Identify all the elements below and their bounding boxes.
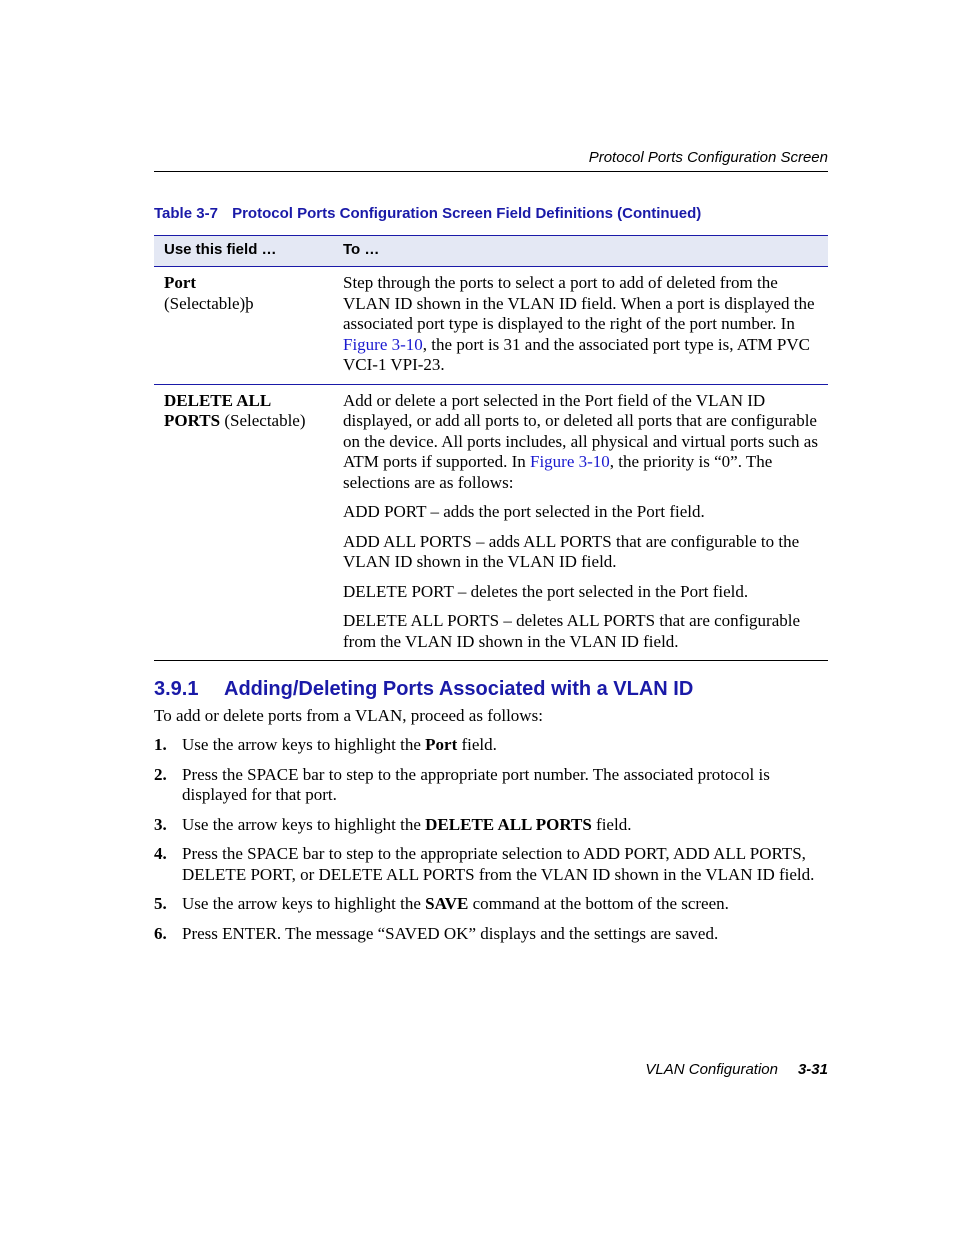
list-item [154, 815, 834, 836]
list-item [154, 765, 834, 806]
description-paragraph: ADD ALL PORTS – adds ALL PORTS that are configurable to the VLAN ID shown in the VLAN ID field. [343, 531, 800, 571]
field-definitions-table [154, 235, 828, 661]
procedure-steps [154, 735, 834, 953]
description-paragraph: ADD PORT – adds the port selected in the Port field. [343, 502, 705, 521]
running-head-rule [154, 171, 828, 172]
list-item [154, 924, 834, 945]
step-number: 4. [154, 844, 167, 863]
header-to: To … [343, 241, 380, 258]
step-text [182, 735, 834, 756]
field-name-qualifier: (Selectable) [220, 411, 306, 430]
step-number: 3. [154, 814, 167, 834]
field-name-qualifier: (Selectable)þ [164, 293, 254, 313]
step-number: 5. [154, 894, 167, 913]
step-number: 6. [154, 923, 167, 943]
list-item [154, 894, 834, 915]
description-text: , the port is 31 and the associated port type is, ATM PVC VCI-1 VPI-23. [343, 334, 810, 374]
description-paragraph [343, 391, 823, 494]
table-row-port [154, 267, 828, 385]
field-name-bold: DELETE ALL PORTS [164, 390, 271, 430]
field-description-delete-all-ports [343, 385, 823, 661]
description-text: Add or delete a port selected in the Port field of the VLAN ID displayed, or add all ports to, or deleted all ports that are configurable on the device. All ports includes, all physical and virtual ports such as ATM ports if supported. In [343, 390, 818, 471]
table-title: Protocol Ports Configuration Screen Field Definitions (Continued) [232, 205, 702, 222]
list-item [154, 844, 834, 885]
step-number: 2. [154, 764, 167, 784]
section-title: Adding/Deleting Ports Associated with a VLAN ID [224, 678, 694, 700]
table-row-delete-all-ports [154, 385, 828, 662]
step-text-part: field. [457, 735, 497, 754]
table-header-row [154, 235, 828, 267]
description-paragraph [343, 273, 823, 376]
table-caption [154, 205, 834, 222]
field-name-port [164, 273, 324, 314]
step-text-part: command at the bottom of the screen. [468, 894, 729, 913]
step-text: Press ENTER. The message “SAVED OK” displays and the settings are saved. [182, 923, 719, 943]
header-use-this-field: Use this field … [164, 241, 277, 258]
list-item [154, 735, 834, 756]
section-intro: To add or delete ports from a VLAN, proceed as follows: [154, 706, 543, 725]
field-name-delete-all-ports [164, 391, 324, 432]
step-text-part: Use the arrow keys to highlight the [182, 814, 426, 834]
step-text: Press the SPACE bar to step to the appropriate selection to ADD PORT, ADD ALL PORTS, DELETE PORT, or DELETE ALL PORTS from the VLAN ID shown in the VLAN ID field. [182, 844, 815, 884]
description-paragraph: DELETE PORT – deletes the port selected in the Port field. [343, 581, 749, 601]
step-text-part: Use the arrow keys to highlight the [182, 735, 426, 754]
step-text-bold: Port [425, 735, 458, 754]
section-heading [154, 678, 693, 701]
field-name-bold: Port [164, 273, 197, 292]
step-text-part: Use the arrow keys to highlight the [182, 894, 426, 913]
page-footer [154, 1061, 828, 1078]
figure-link[interactable]: Figure 3-10 [343, 334, 423, 354]
description-text: , the priority is “0”. The selections are as follows: [343, 452, 773, 492]
figure-link[interactable]: Figure 3-10 [529, 452, 610, 471]
description-paragraph: DELETE ALL PORTS – deletes ALL PORTS that are configurable from the VLAN ID shown in the VLAN ID field. [343, 611, 801, 651]
table-number: Table 3-7 [154, 205, 218, 222]
description-text: Step through the ports to select a port to add of deleted from the VLAN ID shown in the VLAN ID field. When a port is displayed the associated port type is displayed to the right of the port number. In [343, 273, 815, 333]
step-text [182, 894, 834, 915]
step-text: Press the SPACE bar to step to the appropriate port number. The associated protocol is displayed for that port. [182, 764, 770, 804]
step-text-bold: DELETE ALL PORTS [425, 814, 592, 834]
page-number: 3-31 [797, 1061, 828, 1078]
section-number: 3.9.1 [154, 678, 199, 700]
step-text [182, 815, 834, 836]
running-head: Protocol Ports Configuration Screen [588, 149, 828, 166]
footer-chapter-title: VLAN Configuration [645, 1061, 778, 1078]
step-number: 1. [154, 735, 167, 754]
step-text-part: field. [591, 814, 632, 834]
step-text-bold: SAVE [425, 894, 469, 913]
field-description-port [343, 267, 823, 384]
